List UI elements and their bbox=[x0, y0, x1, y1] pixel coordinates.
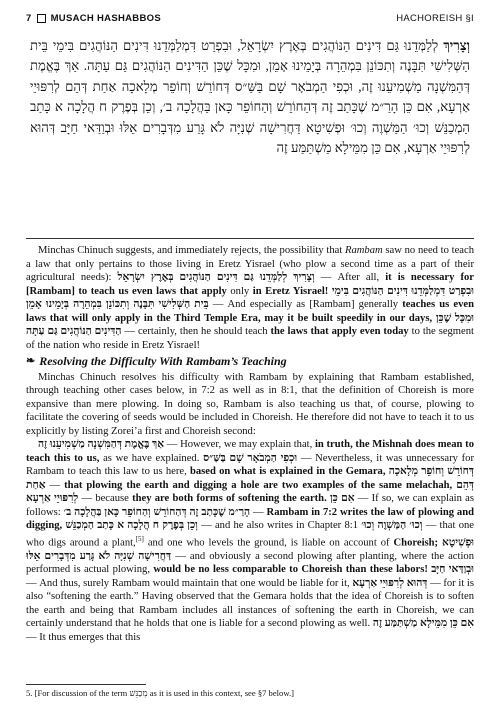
bold-run: in Eretz Yisrael! bbox=[252, 285, 329, 297]
text-run: — And thus, surely Rambam would maintain that one would be liable for it, bbox=[26, 577, 353, 589]
text-run: — and he also writes in Chapter 8:1 bbox=[197, 520, 362, 531]
bold-run: based on what is explained in the Gemara, bbox=[189, 466, 386, 477]
hebrew-quote: אִם כֵּן bbox=[329, 493, 355, 504]
text-run: — certainly, then he should teach bbox=[121, 326, 271, 337]
text-run: to the segment of the nation who reside in Eretz Yisrael! bbox=[26, 326, 474, 351]
text-run: Minchas Chinuch resolves his difficulty with Rambam by explaining that Rambam established, through teaching other cases below, in 7:2 as well as in 8:1, that the definition of Choreish is more expansive than mere plowing. In doing so, Rambam is also teaching us that, of course, plowing to facilitate the covering of seeds would be included in Choreish. He therefore did not have to teach it to us explicitly by listing Zorei’a first and Choreish second: bbox=[26, 371, 474, 437]
text-run: — for it is also “softening the earth.” Having observed that the Gemara holds that the idea of Choreish is to soften the earth and being that Rambam includes all instances of softening the earth in Choreish, we can certainly understand that he holds that one is liable for a second plowing as well. bbox=[26, 577, 474, 630]
bold-run: they are both forms of softening the earth. bbox=[132, 493, 327, 504]
text-run: as we have explained. bbox=[99, 452, 204, 464]
hebrew-quote: אִם כֵּן מִמֵּילָא מַשְׁתַּמַּע זֶה bbox=[372, 618, 474, 630]
book-title: MUSACH HASHABBOS bbox=[50, 12, 161, 24]
footnote-rule bbox=[26, 684, 146, 685]
commentary-paragraph-1 bbox=[26, 244, 474, 352]
text-run: — bbox=[250, 506, 267, 518]
hebrew-opening-word: וְצָרִיךְ bbox=[443, 38, 471, 53]
hebrew-quote: וּפְשִׁיטָא דַּחֲרִישָׁה שְׁנִיָּה לֹא גָּרַע מִדְּבָרִים אֵלּוּ bbox=[26, 537, 474, 562]
text-run: — because bbox=[78, 493, 133, 504]
hebrew-quote: וּמִכָּל שֶׁכֵּן הַדִּינִים הַנּוֹהֲגִים גַּם עַתָּה bbox=[26, 312, 475, 337]
text-run: — bbox=[45, 479, 65, 491]
chapter-label: HACHOREISH §I bbox=[396, 12, 474, 24]
bold-run: the laws that apply even today bbox=[270, 326, 409, 337]
text-run: — And especially as [Rambam] generally bbox=[208, 299, 403, 310]
square-ornament-icon bbox=[37, 14, 46, 23]
bold-run: Choreish; bbox=[393, 537, 439, 549]
text-run: — and obviously a second plowing after planting, where the action performed is actual plowing, bbox=[26, 550, 474, 576]
text-run: — that one who digs around a plant, bbox=[26, 520, 474, 549]
bold-run: that plowing the earth and digging a hole are two examples of the same melachah, bbox=[64, 479, 453, 491]
bold-run: Rambam in 7:2 writes the law of plowing and digging, bbox=[26, 506, 474, 531]
bold-run: would be no less comparable to Choreish than these labors! bbox=[153, 564, 428, 576]
bold-run: it is necessary for [Rambam] to teach us even laws that apply bbox=[26, 272, 474, 297]
hebrew-body: לְלַמְּדֵנוּ גַּם דִּינִים הַנּוֹהֲגִים בְּאֶרֶץ יִשְׂרָאֵל, וּבִפְרַט דִּמְלַמְּדֵנוּ דִּינִים הַנּוֹהֲגִים בִּימֵי בֵּית הַשְּׁלִישִׁי תִּבָּנֶה וְתִכּוֹנֵן בִּמְהֵרָה בְּיָמֵינוּ אָמֵן, וּמִכָּל שֶׁכֵּן הַדִּינִים הַנּוֹהֲגִים גַּם עַתָּה. אַךְ בֶּאֱמֶת דְּהַמִּשְׁנָה מַשְׁמִיעֵנוּ זֶה, וּכְפִי הַמְבֹאָר שָׁם בַּשַּׁ״ס דְּחוֹרֵשׁ וְחוֹפֵר מְלָאכָה אַחַת דְּהֵם לְרִפּוּיֵי אַרְעָא, אִם כֵּן הָרַ״מ שֶׁכָּתַב זֶה דְּהַחוֹרֵשׁ וְהַחוֹפֵר כָּאן בַּהֲלָכָה ב׳, וְכֵן בְּפֶרֶק ח הֲלָכָה א כָּתַב הַמְכַנֵּשׁ וְכוּ׳ הַמַּשְׁוֶה וְכוּ׳ וּפְשִׁיטָא דַּחֲרִישָׁה שְׁנִיָּה לֹא גָּרַע מִדְּבָרִים אֵלּוּ וּבְוַדַּאי חַיָּב דְּהוּא לְרִפּוּיֵי אַרְעָא, אִם כֵּן מִמֵּילָא מַשְׁתַּמַּע זֶה bbox=[30, 38, 470, 156]
bold-run: teaches us even laws that will only apply in the Third Temple Era, may it be built speedily in our days, bbox=[26, 299, 474, 324]
text-run: — Nevertheless, it was unnecessary for Rambam to teach this law to us here, bbox=[26, 452, 475, 477]
text-run: — However, we may explain that, bbox=[164, 439, 315, 450]
hebrew-quote: הָרַ״מ שֶׁכָּתַב זֶה דְּהַחוֹרֵשׁ וְהַחוֹפֵר כָּאן בַּהֲלָכָה ב׳ bbox=[63, 506, 251, 518]
page-number: 7 bbox=[26, 12, 32, 24]
section-title: Resolving the Difficulty With Rambam’s Teaching bbox=[39, 354, 287, 368]
bold-run: in truth, the Mishnah does mean to teach this to us, bbox=[26, 439, 474, 464]
commentary-paragraph-2 bbox=[26, 371, 474, 439]
hebrew-quote: וְכֵן בְּפֶרֶק ח הֲלָכָה א כָּתַב הַמְכַנֵּשׁ bbox=[65, 520, 198, 531]
text-run: Minchas Chinuch suggests, and immediately rejects, the possibility that bbox=[38, 245, 346, 256]
hebrew-quote: דְּחוֹרֵשׁ וְחוֹפֵר מְלָאכָה אַחַת bbox=[26, 466, 474, 491]
running-header bbox=[26, 10, 474, 26]
footnote-marker[interactable]: [5] bbox=[135, 534, 144, 543]
hebrew-quote: אַךְ בֶּאֱמֶת דְּהַמִּשְׁנָה מַשְׁמִיעֵנוּ זֶה bbox=[38, 439, 165, 450]
hebrew-source-text bbox=[30, 36, 470, 158]
text-run: saw no need to teach a law that only pertains to those living in Eretz Yisrael (who plow a second time as a part of their agricultural needs): bbox=[26, 245, 474, 283]
text-run: — If so, we can explain as follows: bbox=[26, 493, 474, 518]
text-run: and one who levels the ground, is liable on account of bbox=[143, 537, 394, 549]
text-run: Rambam bbox=[345, 245, 383, 256]
hebrew-quote: דְּהֵם לְרִפּוּיֵי אַרְעָא bbox=[26, 479, 475, 504]
hebrew-quote: וּכְפִי הַמְבֹאָר שָׁם בַּשַּׁ״ס bbox=[203, 452, 298, 464]
text-run: only bbox=[226, 285, 253, 297]
hebrew-quote: וְצָרִיךְ לְלַמְּדֵנוּ גַּם דִּינִים הַנּוֹהֲגִים בְּאֶרֶץ יִשְׂרָאֵל bbox=[117, 272, 315, 283]
commentary-paragraph-3 bbox=[26, 438, 474, 644]
section-heading bbox=[26, 355, 474, 369]
footnote-5: 5. [For discussion of the term מְכַנֵּשׁ as it is used in this context, see §7 below.] bbox=[26, 688, 295, 698]
hebrew-quote: וּבְוַדַּאי חַיָּב bbox=[431, 564, 474, 576]
hebrew-quote: וְכוּ׳ הַמַּשְׁוֶה וְכוּ׳ bbox=[361, 520, 423, 531]
text-run: — After all, bbox=[314, 272, 386, 283]
hebrew-quote: וּבִפְרַט דִּמְלַמְּדֵנוּ דִּינִים הַנּוֹהֲגִים בִּימֵי בֵּית הַשְּׁלִישִׁי תִּבָּנֶה וְתִכּוֹנֵן בִּמְהֵרָה בְּיָמֵינוּ אָמֵן bbox=[26, 285, 474, 310]
divider-rule bbox=[26, 238, 474, 239]
commentary bbox=[26, 244, 474, 644]
header-left bbox=[26, 13, 161, 24]
text-run: — It thus emerges that this bbox=[26, 631, 141, 643]
hebrew-quote: דְּהוּא לְרִפּוּיֵי אַרְעָא bbox=[352, 577, 428, 589]
leaf-ornament-icon: ❧ bbox=[26, 355, 36, 367]
